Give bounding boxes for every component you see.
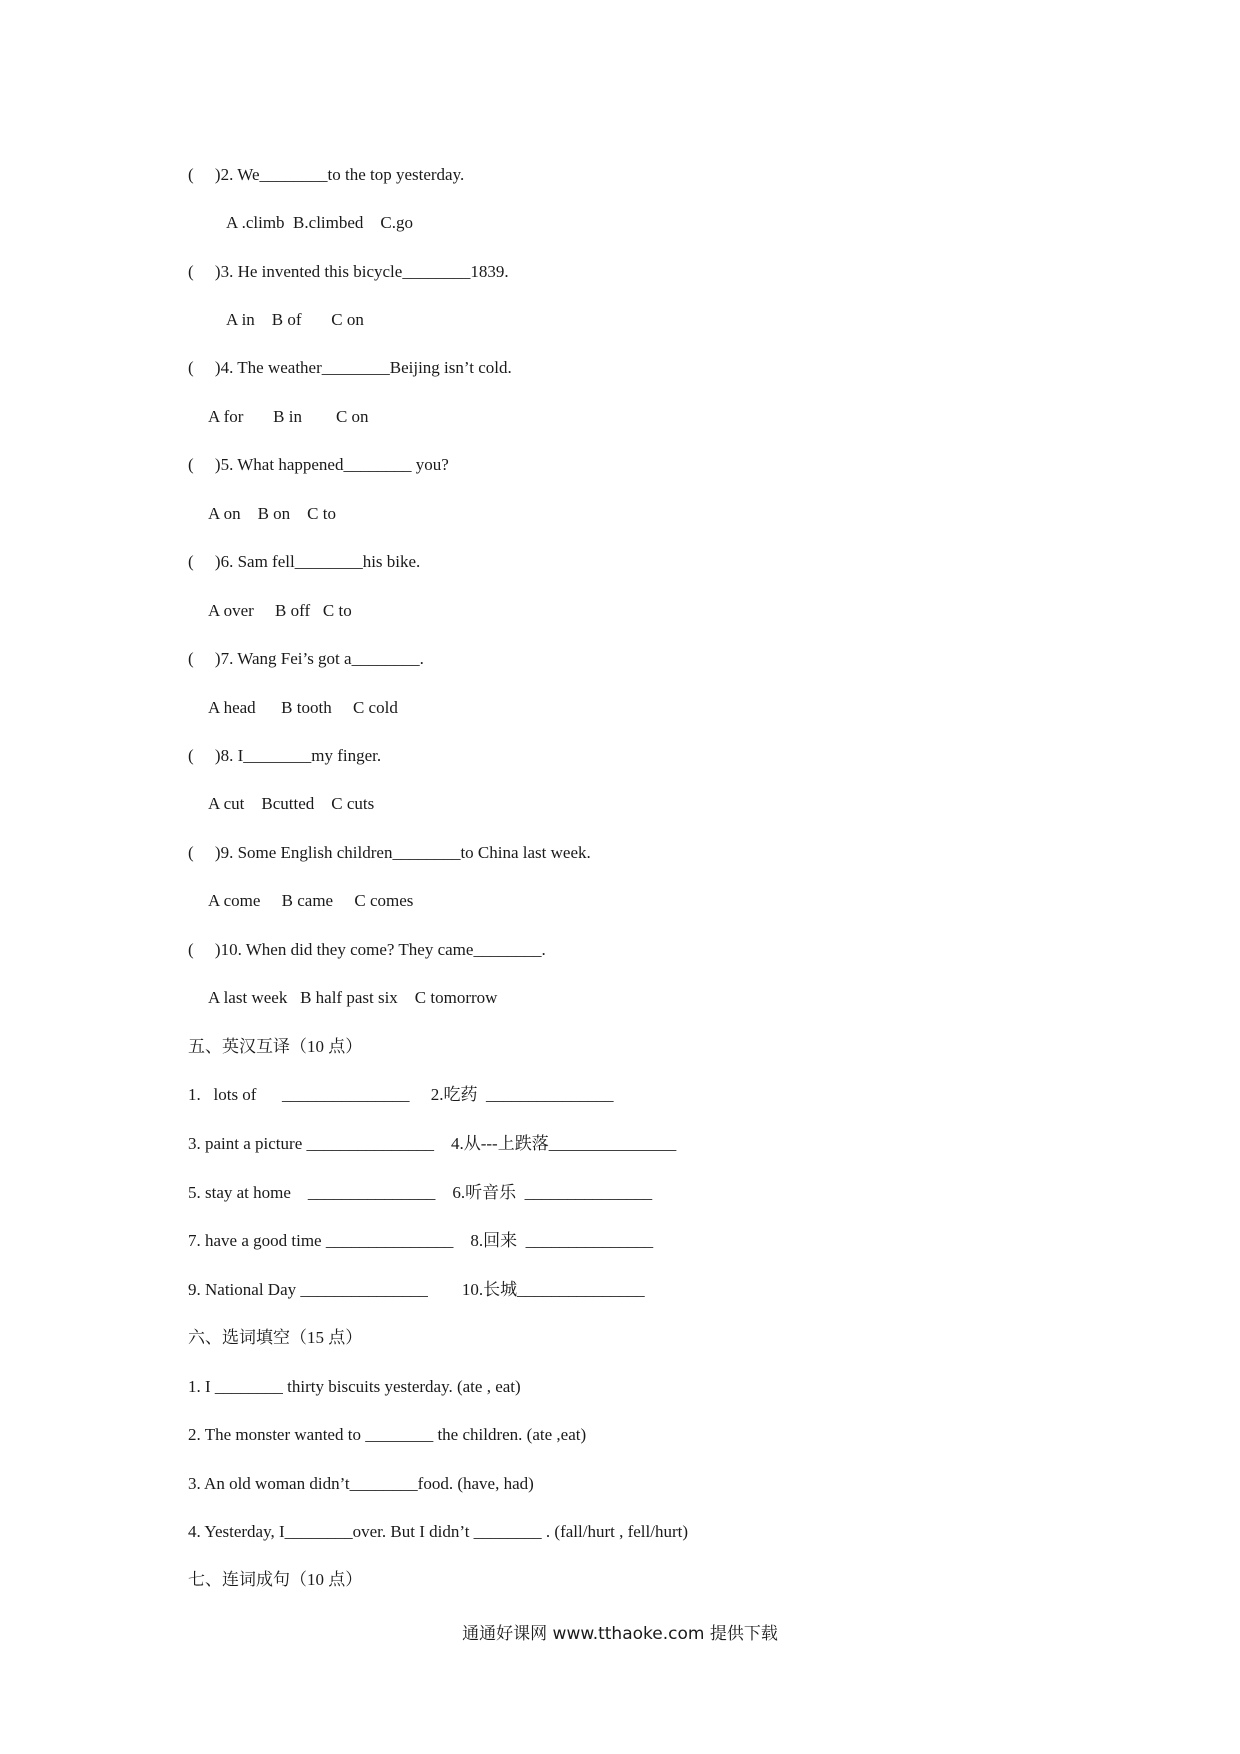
question-options: A on B on C to — [208, 504, 336, 523]
exercise-line: 5. stay at home _______________ 6.听音乐 _______________ — [188, 1183, 653, 1202]
question-stem: ( )8. I________my finger. — [188, 746, 382, 765]
question-options: A last week B half past six C tomorrow — [208, 988, 498, 1007]
exercise-line: 7. have a good time _______________ 8.回来 _______________ — [188, 1231, 654, 1250]
exercise-line: 1. lots of _______________ 2.吃药 _______________ — [188, 1085, 614, 1104]
question-stem: ( )6. Sam fell________his bike. — [188, 552, 421, 571]
exercise-line: 4. Yesterday, I________over. But I didn’t ________ . (fall/hurt , fell/hurt) — [188, 1522, 689, 1541]
question-stem: ( )4. The weather________Beijing isn’t cold. — [188, 358, 512, 377]
question-options: A head B tooth C cold — [208, 698, 398, 717]
exercise-line: 2. The monster wanted to ________ the children. (ate ,eat) — [188, 1425, 587, 1444]
question-stem: ( )9. Some English children________to China last week. — [188, 843, 591, 862]
section-title: 五、英汉互译（10 点） — [188, 1037, 363, 1056]
question-options: A in B of C on — [226, 310, 364, 329]
question-stem: ( )2. We________to the top yesterday. — [188, 165, 465, 184]
question-options: A over B off C to — [208, 601, 352, 620]
question-stem: ( )5. What happened________ you? — [188, 455, 449, 474]
exercise-line: 3. paint a picture _______________ 4.从---上跌落_______________ — [188, 1134, 677, 1153]
question-options: A come B came C comes — [208, 891, 414, 910]
question-options: A .climb B.climbed C.go — [226, 213, 413, 232]
exercise-line: 9. National Day _______________ 10.长城_______________ — [188, 1280, 645, 1299]
footer-source: 通通好课网 www.tthaoke.com 提供下载 — [462, 1624, 778, 1644]
section-title: 七、连词成句（10 点） — [188, 1570, 363, 1589]
question-options: A cut Bcutted C cuts — [208, 794, 375, 813]
question-stem: ( )3. He invented this bicycle________1839. — [188, 262, 509, 281]
question-stem: ( )7. Wang Fei’s got a________. — [188, 649, 424, 668]
exercise-line: 1. I ________ thirty biscuits yesterday. (ate , eat) — [188, 1377, 521, 1396]
question-options: A for B in C on — [208, 407, 369, 426]
question-stem: ( )10. When did they come? They came________. — [188, 940, 546, 959]
section-title: 六、选词填空（15 点） — [188, 1328, 363, 1347]
exercise-line: 3. An old woman didn’t________food. (have, had) — [188, 1474, 534, 1493]
